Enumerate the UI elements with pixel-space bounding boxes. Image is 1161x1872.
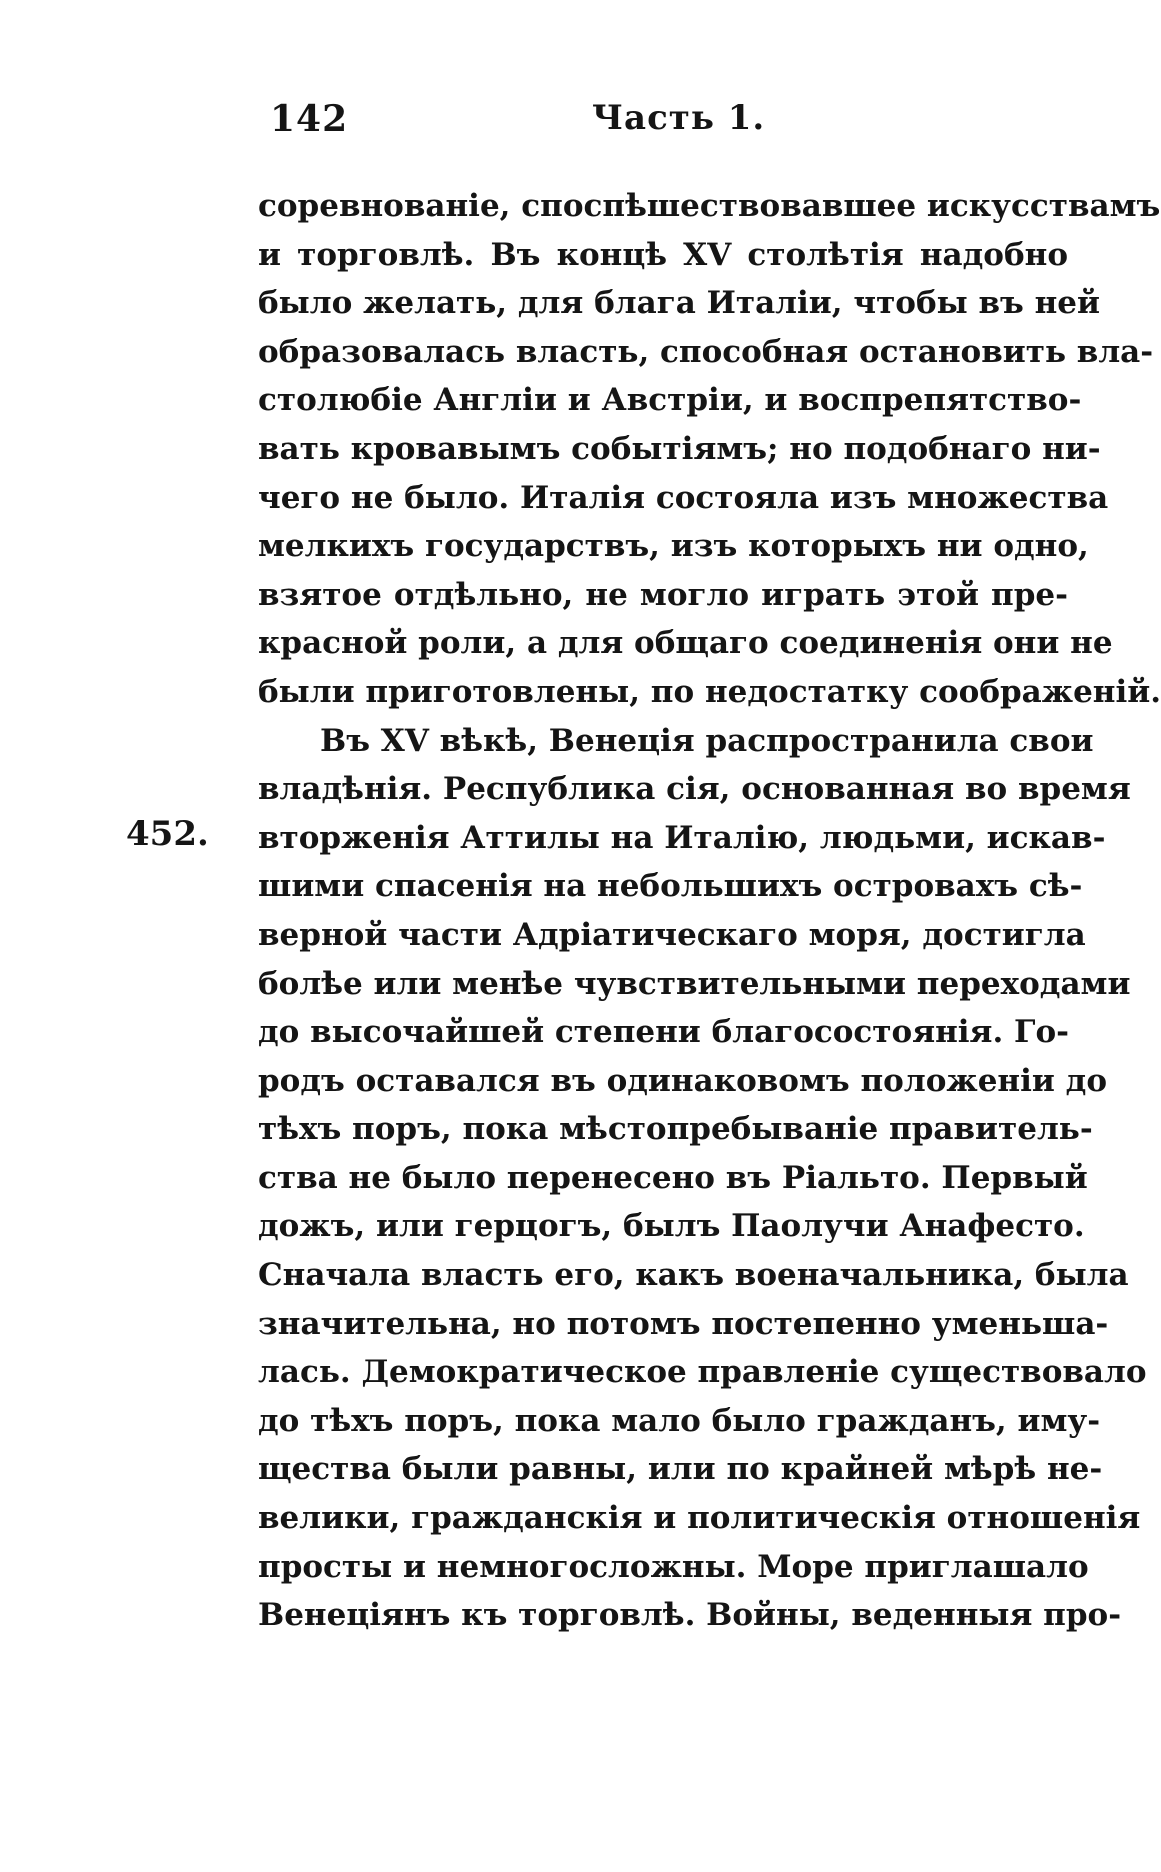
page-number: 142 [270, 98, 349, 140]
text-line: до высочайшей степени благосостоянія. Го- [258, 1014, 1069, 1051]
text-line: просты и немногосложны. Море приглашало [258, 1548, 1089, 1585]
text-line: взятое отдѣльно, не могло играть этой пре- [258, 576, 1068, 613]
text-line: были приготовлены, по недостатку соображеній. [258, 673, 1161, 710]
text-line: Венеціянъ къ торговлѣ. Войны, веденныя про- [258, 1597, 1122, 1634]
text-line: верной части Адріатическаго моря, достигла [258, 916, 1086, 953]
text-line: красной роли, а для общаго соединенія они не [258, 625, 1113, 662]
text-line: мелкихъ государствъ, изъ которыхъ ни одно, [258, 528, 1089, 565]
text-line: Сначала власть его, какъ военачальника, была [258, 1257, 1129, 1294]
text-line: вать кровавымъ событіямъ; но подобнаго ни- [258, 430, 1101, 467]
text-line: лась. Демократическое правленіе существовало [258, 1354, 1147, 1391]
running-title: Часть 1. [592, 98, 766, 138]
text-line: было желать, для блага Италіи, чтобы въ ней [258, 285, 1101, 322]
text-line: дожъ, или герцогъ, былъ Паолучи Анафесто. [258, 1208, 1085, 1245]
text-line: до тѣхъ поръ, пока мало было гражданъ, иму- [258, 1402, 1101, 1439]
text-line: щества были равны, или по крайней мѣрѣ не- [258, 1451, 1103, 1488]
text-line: образовалась власть, способная остановить вла- [258, 333, 1154, 370]
text-line: вторженія Аттилы на Италію, людьми, искав- [258, 819, 1106, 856]
body-text [258, 182, 1161, 1640]
text-line: родъ оставался въ одинаковомъ положеніи до [258, 1062, 1108, 1099]
text-line: шими спасенія на небольшихъ островахъ сѣ- [258, 868, 1083, 905]
page-header [270, 98, 1060, 148]
paragraph-start-line: Въ XV вѣкѣ, Венеція распространила свои [320, 722, 1094, 759]
text-line: велики, гражданскія и политическія отношенія [258, 1500, 1141, 1537]
text-line: владѣнія. Республика сія, основанная во время [258, 771, 1131, 808]
text-line: чего не было. Италія состояла изъ множества [258, 479, 1109, 516]
text-line: ства не было перенесено въ Ріальто. Первый [258, 1159, 1088, 1196]
text-line: столюбіе Англіи и Австріи, и воспрепятство- [258, 382, 1082, 419]
text-line: значительна, но потомъ постепенно уменьша- [258, 1305, 1109, 1342]
text-line: и торговлѣ. Въ концѣ XV столѣтія надобно [258, 236, 1068, 273]
text-line: тѣхъ поръ, пока мѣстопребываніе правитель- [258, 1111, 1093, 1148]
margin-year-note: 452. [126, 814, 209, 854]
text-line: соревнованіе, споспѣшествовавшее искусствамъ [258, 188, 1161, 224]
text-line: болѣе или менѣе чувствительными переходами [258, 965, 1131, 1002]
